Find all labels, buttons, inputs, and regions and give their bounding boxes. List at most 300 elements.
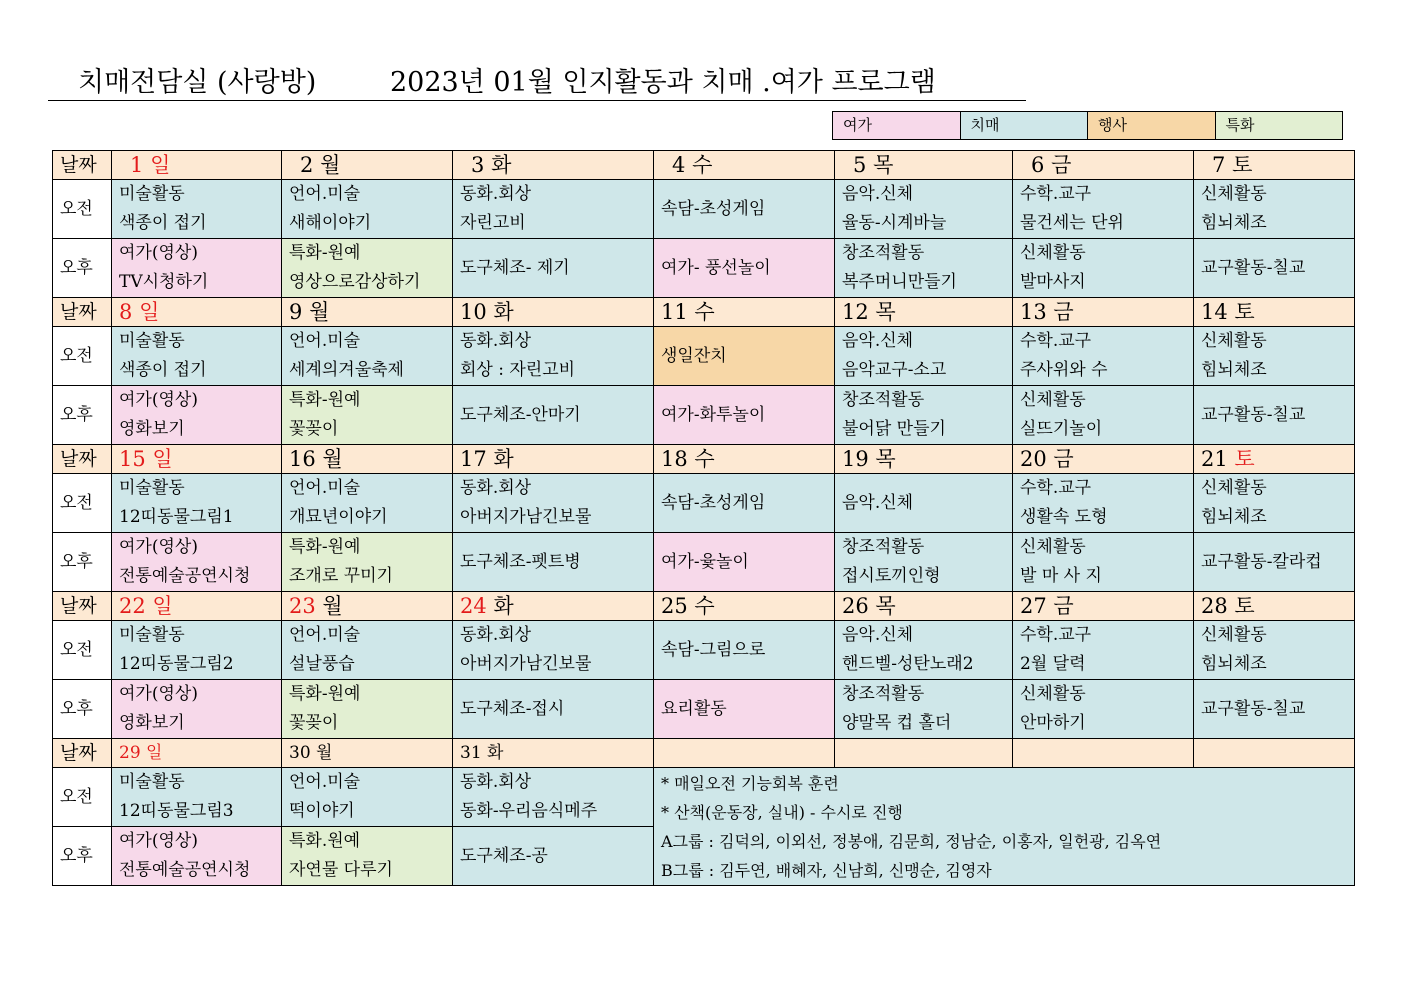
activity-cell [1194, 474, 1355, 533]
activity-category: 언어.미술 [289, 331, 361, 351]
pm-label: 오후 [53, 680, 112, 739]
activity-category: 신체활동 [1201, 625, 1267, 645]
date-cell [1013, 445, 1194, 474]
activity-detail: 회상 : 자린고비 [460, 360, 576, 380]
activity-cell [1194, 180, 1355, 239]
activity-cell [282, 239, 453, 298]
activity-cell [112, 533, 282, 592]
activity-category: 언어.미술 [289, 184, 361, 204]
activity-category: 여가(영상) [119, 537, 198, 557]
activity-detail: 양말목 컵 홀더 [842, 713, 952, 733]
activity-category: 동화.회상 [460, 331, 532, 351]
date-cell [112, 298, 282, 327]
activity-cell [453, 180, 654, 239]
date-row [53, 298, 1355, 327]
date-number: 18 [661, 447, 688, 471]
date-row [53, 739, 1355, 768]
activity-cell [835, 327, 1013, 386]
date-row [53, 592, 1355, 621]
activity-cell [112, 386, 282, 445]
date-weekday: 일 [146, 743, 163, 763]
activity-detail: 불어닭 만들기 [842, 419, 946, 439]
pm-label: 오후 [53, 533, 112, 592]
date-number: 1 [130, 153, 144, 177]
activity-category: 음악.신체 [842, 331, 914, 351]
activity-category: 수학.교구 [1020, 625, 1092, 645]
date-weekday: 일 [150, 153, 171, 177]
notes-cell [654, 768, 1355, 886]
activity-detail: 조개로 꾸미기 [289, 566, 393, 586]
pm-row [53, 239, 1355, 298]
activity-category: 도구체조-공 [460, 845, 548, 866]
activity-category: 신체활동 [1201, 184, 1267, 204]
activity-cell [112, 180, 282, 239]
date-weekday: 목 [875, 594, 896, 618]
activity-detail: 안마하기 [1020, 713, 1086, 733]
activity-detail: 꽃꽂이 [289, 419, 339, 439]
date-cell [654, 445, 835, 474]
activity-cell [282, 621, 453, 680]
activity-category: 수학.교구 [1020, 478, 1092, 498]
activity-category: 여가(영상) [119, 684, 198, 704]
date-weekday: 목 [875, 447, 896, 471]
activity-cell [112, 239, 282, 298]
activity-category: 생일잔치 [661, 345, 727, 366]
activity-category: 신체활동 [1020, 537, 1086, 557]
activity-cell [1013, 680, 1194, 739]
legend-yeoga: 여가 [833, 112, 961, 139]
date-cell [654, 151, 835, 180]
date-cell [835, 151, 1013, 180]
date-label: 날짜 [53, 445, 112, 474]
date-cell [282, 298, 453, 327]
activity-cell [654, 327, 835, 386]
date-cell [1013, 739, 1194, 768]
date-cell [112, 151, 282, 180]
activity-cell [1013, 327, 1194, 386]
activity-category: 특화-원예 [289, 537, 361, 557]
activity-category: 여가(영상) [119, 243, 198, 263]
activity-detail: 꽃꽂이 [289, 713, 339, 733]
activity-category: 미술활동 [119, 625, 185, 645]
date-number: 25 [661, 594, 688, 618]
activity-detail: 동화-우리음식메주 [460, 801, 598, 821]
activity-category: 신체활동 [1020, 684, 1086, 704]
date-weekday: 화 [493, 447, 514, 471]
date-weekday: 금 [1053, 300, 1074, 324]
legend-event: 행사 [1088, 112, 1216, 139]
date-weekday: 화 [493, 594, 514, 618]
color-legend [832, 111, 1343, 140]
date-cell [654, 592, 835, 621]
activity-category: 창조적활동 [842, 390, 925, 410]
date-weekday: 월 [322, 594, 343, 618]
activity-cell [453, 621, 654, 680]
pm-label: 오후 [53, 239, 112, 298]
activity-detail: 힘뇌체조 [1201, 213, 1267, 233]
pm-row [53, 680, 1355, 739]
activity-category: 동화.회상 [460, 772, 532, 792]
date-weekday: 일 [152, 594, 173, 618]
date-weekday: 월 [320, 153, 341, 177]
date-number: 7 [1212, 153, 1226, 177]
activity-cell [112, 327, 282, 386]
activity-detail: 영화보기 [119, 419, 185, 439]
activity-category: 교구활동-칠교 [1201, 698, 1306, 719]
activity-detail: 색종이 접기 [119, 213, 207, 233]
date-weekday: 월 [309, 300, 330, 324]
activity-category: 속담-초성게임 [661, 198, 766, 219]
activity-cell [453, 474, 654, 533]
activity-cell [453, 533, 654, 592]
am-row [53, 180, 1355, 239]
date-cell [282, 445, 453, 474]
activity-category: 속담-초성게임 [661, 492, 766, 513]
activity-detail: 영상으로감상하기 [289, 272, 421, 292]
date-number: 11 [661, 300, 688, 324]
activity-category: 신체활동 [1201, 478, 1267, 498]
date-label: 날짜 [53, 298, 112, 327]
date-row [53, 445, 1355, 474]
date-weekday: 화 [487, 743, 504, 763]
activity-category: 여가-화투놀이 [661, 404, 766, 425]
activity-category: 동화.회상 [460, 625, 532, 645]
activity-category: 미술활동 [119, 772, 185, 792]
activity-detail: 색종이 접기 [119, 360, 207, 380]
date-cell [1194, 151, 1355, 180]
activity-cell [453, 827, 654, 886]
activity-category: 언어.미술 [289, 478, 361, 498]
activity-detail: TV시청하기 [119, 272, 209, 292]
activity-category: 언어.미술 [289, 772, 361, 792]
activity-cell [282, 827, 453, 886]
activity-category: 창조적활동 [842, 684, 925, 704]
date-number: 9 [289, 300, 303, 324]
date-weekday: 수 [692, 153, 713, 177]
date-cell [1194, 298, 1355, 327]
date-weekday: 화 [491, 153, 512, 177]
date-cell [654, 739, 835, 768]
date-number: 27 [1020, 594, 1047, 618]
activity-category: 수학.교구 [1020, 184, 1092, 204]
activity-detail: 개묘년이야기 [289, 507, 388, 527]
activity-category: 창조적활동 [842, 537, 925, 557]
activity-cell [112, 827, 282, 886]
date-cell [1013, 298, 1194, 327]
am-row [53, 768, 1355, 827]
activity-detail: 주사위와 수 [1020, 360, 1108, 380]
activity-category: 미술활동 [119, 184, 185, 204]
date-cell [835, 298, 1013, 327]
activity-cell [1194, 621, 1355, 680]
activity-detail: 힘뇌체조 [1201, 360, 1267, 380]
activity-detail: 전통예술공연시청 [119, 860, 251, 880]
date-weekday: 수 [694, 594, 715, 618]
date-number: 16 [289, 447, 316, 471]
am-row [53, 621, 1355, 680]
activity-cell [654, 180, 835, 239]
activity-detail: 힘뇌체조 [1201, 654, 1267, 674]
date-weekday: 수 [694, 300, 715, 324]
activity-category: 미술활동 [119, 478, 185, 498]
date-row [53, 151, 1355, 180]
activity-category: 속담-그림으로 [661, 639, 766, 660]
legend-teukhwa: 특화 [1216, 112, 1343, 139]
activity-detail: 12띠동물그림2 [119, 654, 234, 674]
activity-category: 특화.원예 [289, 831, 361, 851]
activity-category: 특화-원예 [289, 390, 361, 410]
date-cell [1194, 592, 1355, 621]
note-line: A그룹 : 김덕의, 이외선, 정봉애, 김문희, 정남순, 이홍자, 일헌광, 김옥연 [661, 831, 1162, 851]
activity-cell [1013, 474, 1194, 533]
date-weekday: 토 [1234, 300, 1255, 324]
date-weekday: 금 [1053, 594, 1074, 618]
activity-detail: 물건세는 단위 [1020, 213, 1124, 233]
activity-cell [654, 386, 835, 445]
activity-detail: 접시토끼인형 [842, 566, 941, 586]
date-cell [112, 445, 282, 474]
am-label: 오전 [53, 768, 112, 827]
date-cell [1194, 739, 1355, 768]
activity-cell [1194, 386, 1355, 445]
activity-category: 요리활동 [661, 698, 727, 719]
activity-category: 음악.신체 [842, 625, 914, 645]
date-cell [453, 739, 654, 768]
activity-cell [654, 621, 835, 680]
date-weekday: 일 [152, 447, 173, 471]
date-number: 19 [842, 447, 869, 471]
activity-category: 도구체조-펫트병 [460, 551, 581, 572]
date-number: 31 [460, 743, 482, 763]
activity-category: 도구체조-안마기 [460, 404, 581, 425]
activity-detail: 2월 달력 [1020, 654, 1086, 674]
date-cell [282, 151, 453, 180]
date-weekday: 월 [316, 743, 333, 763]
activity-cell [654, 533, 835, 592]
date-weekday: 토 [1234, 594, 1255, 618]
date-weekday: 일 [139, 300, 160, 324]
date-weekday: 월 [322, 447, 343, 471]
activity-detail: 새해이야기 [289, 213, 372, 233]
activity-detail: 발마사지 [1020, 272, 1086, 292]
activity-category: 창조적활동 [842, 243, 925, 263]
date-cell [1013, 151, 1194, 180]
activity-cell [835, 239, 1013, 298]
activity-category: 교구활동-칠교 [1201, 404, 1306, 425]
date-number: 5 [853, 153, 867, 177]
activity-detail: 복주머니만들기 [842, 272, 957, 292]
date-number: 24 [460, 594, 487, 618]
activity-cell [282, 327, 453, 386]
activity-category: 신체활동 [1020, 243, 1086, 263]
activity-cell [835, 533, 1013, 592]
activity-category: 수학.교구 [1020, 331, 1092, 351]
note-line: * 산책(운동장, 실내) - 수시로 진행 [661, 802, 903, 822]
activity-category: 신체활동 [1020, 390, 1086, 410]
activity-category: 언어.미술 [289, 625, 361, 645]
activity-cell [1013, 621, 1194, 680]
pm-row [53, 386, 1355, 445]
date-number: 28 [1201, 594, 1228, 618]
activity-detail: 세계의겨울축제 [289, 360, 404, 380]
activity-cell [453, 386, 654, 445]
date-number: 22 [119, 594, 146, 618]
date-number: 3 [471, 153, 485, 177]
activity-cell [1194, 327, 1355, 386]
activity-detail: 발 마 사 지 [1020, 566, 1102, 586]
date-label: 날짜 [53, 739, 112, 768]
activity-cell [1194, 239, 1355, 298]
activity-category: 여가-윷놀이 [661, 551, 749, 572]
date-number: 12 [842, 300, 869, 324]
activity-cell [1194, 533, 1355, 592]
date-cell [1013, 592, 1194, 621]
date-cell [835, 739, 1013, 768]
activity-category: 신체활동 [1201, 331, 1267, 351]
activity-cell [835, 180, 1013, 239]
activity-category: 음악.신체 [842, 184, 914, 204]
date-number: 30 [289, 743, 311, 763]
activity-cell [1013, 386, 1194, 445]
date-cell [282, 592, 453, 621]
schedule-table [52, 150, 1355, 886]
activity-detail: 영화보기 [119, 713, 185, 733]
date-cell [453, 445, 654, 474]
activity-category: 도구체조- 제기 [460, 257, 570, 278]
date-cell [112, 739, 282, 768]
date-weekday: 토 [1232, 153, 1253, 177]
activity-cell [453, 680, 654, 739]
activity-detail: 전통예술공연시청 [119, 566, 251, 586]
date-cell [1194, 445, 1355, 474]
activity-category: 여가(영상) [119, 390, 198, 410]
date-cell [282, 739, 453, 768]
date-weekday: 목 [875, 300, 896, 324]
activity-cell [112, 474, 282, 533]
date-number: 29 [119, 743, 141, 763]
activity-cell [1013, 239, 1194, 298]
activity-cell [835, 386, 1013, 445]
activity-cell [654, 474, 835, 533]
note-line: B그룹 : 김두연, 배혜자, 신남희, 신맹순, 김영자 [661, 860, 992, 880]
activity-detail: 생활속 도형 [1020, 507, 1108, 527]
date-number: 23 [289, 594, 316, 618]
activity-detail: 자린고비 [460, 213, 526, 233]
activity-detail: 힘뇌체조 [1201, 507, 1267, 527]
date-cell [453, 298, 654, 327]
activity-detail: 떡이야기 [289, 801, 355, 821]
pm-label: 오후 [53, 827, 112, 886]
date-weekday: 화 [493, 300, 514, 324]
activity-category: 교구활동-칠교 [1201, 257, 1306, 278]
date-cell [835, 592, 1013, 621]
date-cell [112, 592, 282, 621]
date-number: 2 [300, 153, 314, 177]
activity-cell [835, 621, 1013, 680]
date-number: 14 [1201, 300, 1228, 324]
activity-cell [453, 768, 654, 827]
date-number: 26 [842, 594, 869, 618]
activity-cell [654, 680, 835, 739]
date-weekday: 금 [1053, 447, 1074, 471]
activity-category: 미술활동 [119, 331, 185, 351]
date-cell [453, 151, 654, 180]
activity-cell [112, 768, 282, 827]
activity-category: 동화.회상 [460, 184, 532, 204]
activity-cell [282, 180, 453, 239]
activity-cell [453, 239, 654, 298]
date-cell [453, 592, 654, 621]
activity-cell [1013, 533, 1194, 592]
activity-detail: 아버지가남긴보물 [460, 654, 592, 674]
activity-detail: 핸드벨-성탄노래2 [842, 654, 974, 674]
activity-cell [112, 621, 282, 680]
activity-category: 여가(영상) [119, 831, 198, 851]
activity-detail: 자연물 다루기 [289, 860, 393, 880]
date-weekday: 목 [873, 153, 894, 177]
date-number: 10 [460, 300, 487, 324]
date-number: 13 [1020, 300, 1047, 324]
activity-cell [282, 768, 453, 827]
activity-detail: 실뜨기놀이 [1020, 419, 1103, 439]
date-cell [654, 298, 835, 327]
am-label: 오전 [53, 180, 112, 239]
activity-category: 특화-원예 [289, 243, 361, 263]
date-label: 날짜 [53, 592, 112, 621]
am-label: 오전 [53, 327, 112, 386]
pm-row [53, 533, 1355, 592]
date-number: 8 [119, 300, 133, 324]
activity-cell [1013, 180, 1194, 239]
date-weekday: 금 [1051, 153, 1072, 177]
activity-cell [835, 474, 1013, 533]
date-number: 17 [460, 447, 487, 471]
date-number: 6 [1031, 153, 1045, 177]
date-number: 21 [1201, 447, 1228, 471]
note-line: * 매일오전 기능회복 훈련 [661, 773, 839, 793]
activity-cell [453, 327, 654, 386]
date-number: 15 [119, 447, 146, 471]
legend-chime: 치매 [961, 112, 1089, 139]
activity-cell [282, 533, 453, 592]
pm-label: 오후 [53, 386, 112, 445]
activity-detail: 음악교구-소고 [842, 360, 947, 380]
title-right: 2023년 01월 인지활동과 치매 .여가 프로그램 [390, 67, 936, 98]
am-row [53, 327, 1355, 386]
date-cell [835, 445, 1013, 474]
date-number: 20 [1020, 447, 1047, 471]
activity-cell [835, 680, 1013, 739]
activity-detail: 아버지가남긴보물 [460, 507, 592, 527]
activity-detail: 12띠동물그림3 [119, 801, 234, 821]
activity-detail: 설날풍습 [289, 654, 355, 674]
date-number: 4 [672, 153, 686, 177]
title-left: 치매전담실 (사랑방) [78, 67, 317, 98]
activity-category: 교구활동-칼라컵 [1201, 551, 1322, 572]
activity-category: 여가- 풍선놀이 [661, 257, 771, 278]
date-weekday: 토 [1234, 447, 1255, 471]
activity-category: 도구체조-접시 [460, 698, 565, 719]
am-label: 오전 [53, 474, 112, 533]
activity-cell [1194, 680, 1355, 739]
activity-category: 동화.회상 [460, 478, 532, 498]
activity-cell [654, 239, 835, 298]
activity-detail: 율동-시계바늘 [842, 213, 947, 233]
activity-cell [282, 474, 453, 533]
date-label: 날짜 [53, 151, 112, 180]
activity-detail: 12띠동물그림1 [119, 507, 234, 527]
activity-category: 음악.신체 [842, 492, 914, 513]
